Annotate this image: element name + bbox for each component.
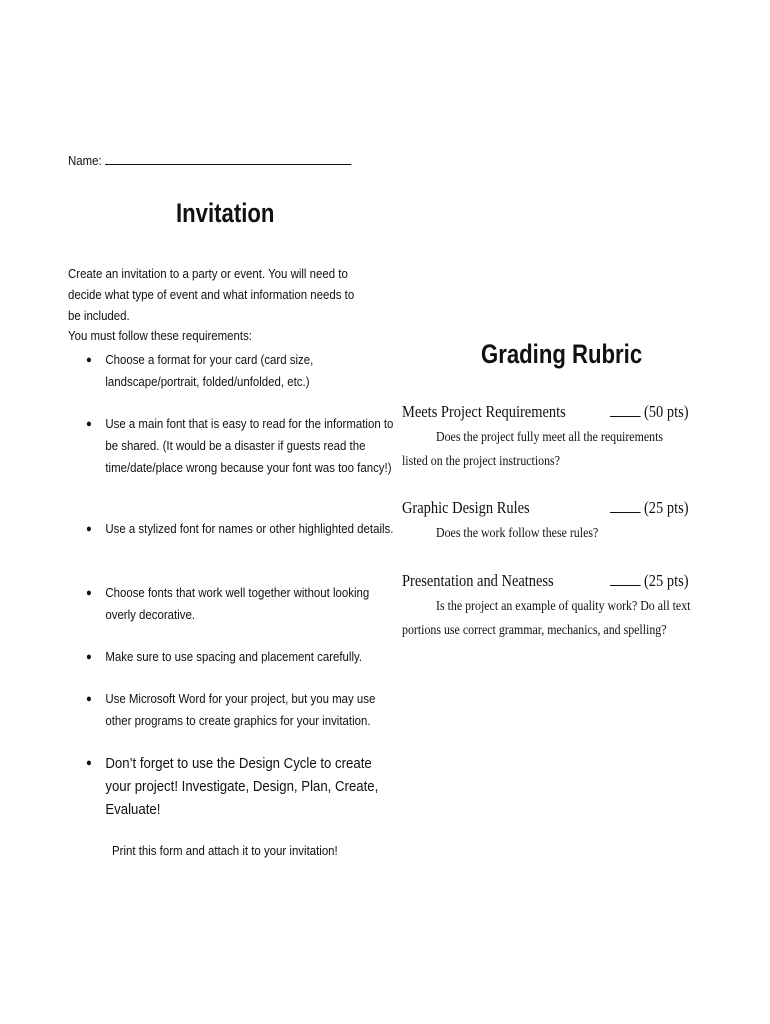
bullet-icon: ● [86, 693, 92, 705]
bullet-icon: ● [86, 651, 92, 663]
requirement-text: Make sure to use spacing and placement carefully. [105, 649, 363, 664]
name-label: Name: [68, 153, 102, 168]
score-blank [610, 498, 641, 513]
bullet-icon: ● [86, 523, 92, 535]
requirement-text: Don’t forget to use the Design Cycle to create your project! Investigate, Design, Plan, Create, Evaluate! [105, 755, 379, 818]
name-row [68, 152, 352, 168]
criterion-name: Meets Project Requirements [402, 402, 566, 421]
list-item [86, 582, 394, 626]
criterion-points [610, 498, 689, 518]
requirement-text: Use a stylized font for names or other highlighted details. [105, 521, 394, 536]
criterion-name: Presentation and Neatness [402, 571, 554, 590]
criterion-points [610, 402, 689, 422]
bullet-icon: ● [86, 587, 92, 599]
requirement-text: Use a main font that is easy to read for the information to be shared. (It would be a disaster if guests read the time/date/place wrong because your font was too fancy!) [105, 416, 394, 475]
requirement-text: Choose fonts that work well together without looking overly decorative. [105, 585, 370, 622]
list-item [86, 752, 394, 821]
criterion-name: Graphic Design Rules [402, 498, 530, 517]
criterion-description: Does the work follow these rules? [436, 526, 599, 541]
requirement-text: Use Microsoft Word for your project, but you may use other programs to create graphics for your invitation. [105, 691, 376, 728]
bullet-icon: ● [86, 757, 92, 769]
bullet-icon: ● [86, 418, 92, 430]
list-item [86, 688, 394, 732]
criterion-points-label: (50 pts) [644, 402, 689, 421]
name-blank-line [105, 152, 351, 165]
requirements-intro: You must follow these requirements: [68, 328, 252, 343]
criterion-description: Is the project an example of quality work? Do all text portions use correct grammar, mechanics, and spelling? [402, 599, 691, 638]
list-item [86, 646, 394, 668]
criterion-points-label: (25 pts) [644, 498, 689, 517]
print-note: Print this form and attach it to your invitation! [112, 843, 338, 858]
list-item [86, 349, 394, 393]
rubric-title: Grading Rubric [481, 339, 643, 369]
criterion-description: Does the project fully meet all the requirements listed on the project instructions? [402, 430, 664, 469]
bullet-icon: ● [86, 354, 92, 366]
criterion-points-label: (25 pts) [644, 571, 689, 590]
score-blank [610, 571, 641, 586]
requirement-text: Choose a format for your card (card size, landscape/portrait, folded/unfolded, etc.) [105, 352, 314, 389]
intro-paragraph: Create an invitation to a party or event. You will need to decide what type of event and what information needs to be included. [68, 266, 355, 323]
score-blank [610, 402, 641, 417]
criterion-points [610, 571, 689, 591]
list-item [86, 413, 394, 479]
invitation-title: Invitation [176, 198, 275, 228]
list-item [86, 518, 394, 540]
